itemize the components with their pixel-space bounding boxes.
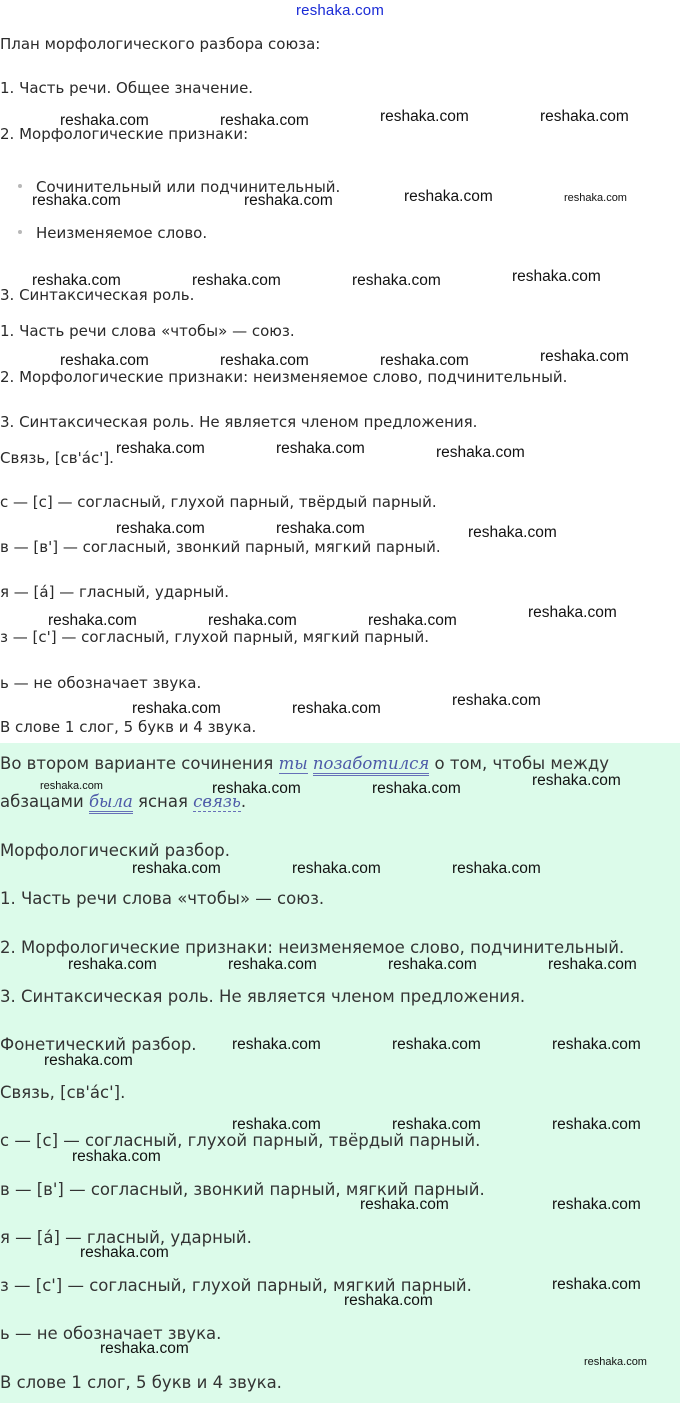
watermark: reshaka.com: [44, 1052, 133, 1069]
watermark: reshaka.com: [388, 956, 477, 973]
v1-phonetic-s: с — [с] — согласный, глухой парный, твёрдый парный.: [0, 493, 437, 511]
plan-item-3: 3. Синтаксическая роль.: [0, 286, 195, 304]
watermark: reshaka.com: [276, 520, 365, 537]
watermark: reshaka.com: [292, 700, 381, 717]
watermark: reshaka.com: [208, 612, 297, 629]
watermark: reshaka.com: [244, 192, 333, 209]
handwritten-word-svyaz: связь: [193, 792, 241, 811]
v2-phonetic-word: Связь, [св'а́с'].: [0, 1083, 126, 1102]
v1-morph-1: 1. Часть речи слова «чтобы» — союз.: [0, 322, 295, 340]
v1-phonetic-word: Связь, [св'а́с'].: [0, 449, 114, 467]
watermark: reshaka.com: [540, 108, 629, 125]
watermark: reshaka.com: [100, 1340, 189, 1357]
watermark: reshaka.com: [552, 1196, 641, 1213]
watermark: reshaka.com: [392, 1036, 481, 1053]
bullet-dot: [18, 230, 22, 234]
v2-phonetic-title: Фонетический разбор.: [0, 1035, 197, 1054]
v2-phonetic-soft-sign: ь — не обозначает звука.: [0, 1324, 222, 1343]
watermark: reshaka.com: [232, 1036, 321, 1053]
watermark: reshaka.com: [552, 1116, 641, 1133]
watermark: reshaka.com: [380, 108, 469, 125]
watermark: reshaka.com: [452, 860, 541, 877]
v1-morph-3: 3. Синтаксическая роль. Не является членом предложения.: [0, 413, 478, 431]
plan-title: План морфологического разбора союза:: [0, 35, 321, 53]
watermark: reshaka.com: [552, 1276, 641, 1293]
handwritten-word-byla: была: [89, 792, 133, 814]
bullet-dot: [18, 184, 22, 188]
watermark: reshaka.com: [48, 612, 137, 629]
watermark: reshaka.com: [32, 192, 121, 209]
watermark: reshaka.com: [552, 1036, 641, 1053]
v2-morph-3: 3. Синтаксическая роль. Не является членом предложения.: [0, 987, 526, 1006]
watermark: reshaka.com: [132, 700, 221, 717]
v2-phonetic-v: в — [в'] — согласный, звонкий парный, мягкий парный.: [0, 1180, 485, 1199]
watermark: reshaka.com: [132, 860, 221, 877]
watermark: reshaka.com: [32, 272, 121, 289]
v2-phonetic-summary: В слове 1 слог, 5 букв и 4 звука.: [0, 1373, 282, 1392]
watermark: reshaka.com: [40, 780, 103, 792]
handwritten-word-pozabotilsya: позаботился: [313, 754, 429, 776]
watermark: reshaka.com: [232, 1116, 321, 1133]
watermark: reshaka.com: [528, 604, 617, 621]
v2-intro-line-2: абзацами была ясная связь.: [0, 792, 246, 812]
watermark: reshaka.com: [452, 692, 541, 709]
watermark: reshaka.com: [584, 1356, 647, 1368]
watermark: reshaka.com: [392, 1116, 481, 1133]
v2-phonetic-z: з — [с'] — согласный, глухой парный, мягкий парный.: [0, 1276, 472, 1295]
watermark: reshaka.com: [380, 352, 469, 369]
v1-phonetic-v: в — [в'] — согласный, звонкий парный, мягкий парный.: [0, 538, 441, 556]
watermark: reshaka.com: [404, 188, 493, 205]
v1-phonetic-ya: я — [а́] — гласный, ударный.: [0, 583, 229, 601]
v2-morph-2: 2. Морфологические признаки: неизменяемое слово, подчинительный.: [0, 938, 625, 957]
v2-phonetic-ya: я — [а́] — гласный, ударный.: [0, 1228, 252, 1247]
watermark: reshaka.com: [220, 112, 309, 129]
watermark: reshaka.com: [192, 272, 281, 289]
watermark: reshaka.com: [72, 1148, 161, 1165]
plan-bullet-2: Неизменяемое слово.: [36, 224, 208, 242]
watermark: reshaka.com: [436, 444, 525, 461]
watermark: reshaka.com: [360, 1196, 449, 1213]
v1-phonetic-summary: В слове 1 слог, 5 букв и 4 звука.: [0, 718, 257, 736]
watermark: reshaka.com: [372, 780, 461, 797]
v2-morph-title: Морфологический разбор.: [0, 841, 231, 860]
watermark: reshaka.com: [468, 524, 557, 541]
watermark: reshaka.com: [228, 956, 317, 973]
watermark: reshaka.com: [116, 440, 205, 457]
watermark: reshaka.com: [352, 272, 441, 289]
v2-intro-line-1: Во втором варианте сочинения ты позаботился о том, чтобы между: [0, 754, 609, 774]
watermark: reshaka.com: [276, 440, 365, 457]
watermark: reshaka.com: [60, 112, 149, 129]
watermark: reshaka.com: [564, 192, 627, 204]
v2-phonetic-s: с — [с] — согласный, глухой парный, твёрдый парный.: [0, 1131, 481, 1150]
watermark: reshaka.com: [512, 268, 601, 285]
plan-bullet-1: Сочинительный или подчинительный.: [36, 178, 341, 196]
plan-item-1: 1. Часть речи. Общее значение.: [0, 79, 254, 97]
handwritten-word-ty: ты: [278, 754, 308, 773]
plan-item-2: 2. Морфологические признаки:: [0, 125, 249, 143]
v2-morph-1: 1. Часть речи слова «чтобы» — союз.: [0, 889, 325, 908]
watermark: reshaka.com: [540, 348, 629, 365]
watermark: reshaka.com: [80, 1244, 169, 1261]
v1-morph-2: 2. Морфологические признаки: неизменяемое слово, подчинительный.: [0, 368, 568, 386]
site-header-link[interactable]: reshaka.com: [295, 2, 385, 19]
watermark: reshaka.com: [292, 860, 381, 877]
watermark: reshaka.com: [212, 780, 301, 797]
v1-phonetic-soft-sign: ь — не обозначает звука.: [0, 674, 202, 692]
watermark: reshaka.com: [60, 352, 149, 369]
watermark: reshaka.com: [68, 956, 157, 973]
watermark: reshaka.com: [116, 520, 205, 537]
watermark: reshaka.com: [548, 956, 637, 973]
watermark: reshaka.com: [532, 772, 621, 789]
watermark: reshaka.com: [368, 612, 457, 629]
watermark: reshaka.com: [344, 1292, 433, 1309]
v1-phonetic-z: з — [с'] — согласный, глухой парный, мягкий парный.: [0, 628, 429, 646]
watermark: reshaka.com: [220, 352, 309, 369]
